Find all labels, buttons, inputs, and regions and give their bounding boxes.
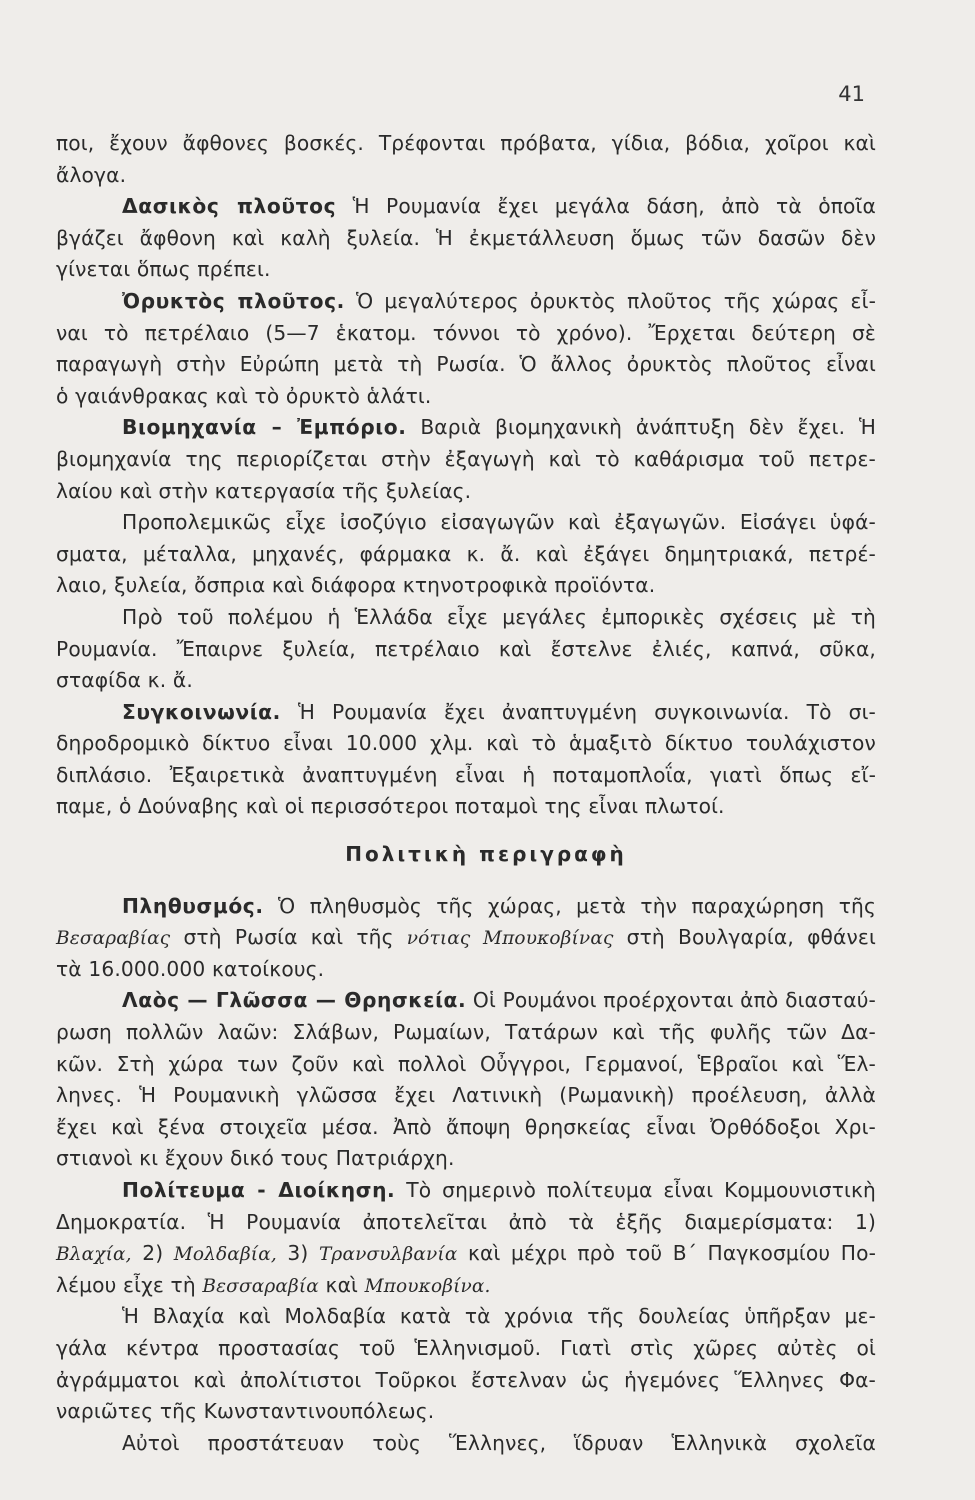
text-line: Πληθυσμός. Ὁ πληθυσμὸς τῆς χώρας, μετὰ τὴν παραχώρηση τῆς bbox=[122, 893, 876, 918]
section-heading: Δασικὸς πλοῦτος bbox=[122, 194, 337, 219]
text-line: στιανοὶ κι ἔχουν δικό τους Πατριάρχη. bbox=[56, 1146, 455, 1171]
text-line: Βλαχία, 2) Μολδαβία, 3) Τρανσυλβανία καὶ μέχρι πρὸ τοῦ Β΄ Παγκοσμίου Πο- bbox=[56, 1241, 877, 1266]
section-heading: Συγκοινωνία. bbox=[122, 699, 281, 724]
text-line: δηροδρομικὸ δίκτυο εἶναι 10.000 χλμ. καὶ τὸ ἁμαξιτὸ δίκτυο τουλάχιστον bbox=[56, 731, 876, 756]
section-heading: Πληθυσμός. bbox=[122, 893, 264, 918]
text-line: ἄλογα. bbox=[56, 162, 127, 187]
text-line: Ὀρυκτὸς πλοῦτος. Ὁ μεγαλύτερος ὀρυκτὸς πλοῦτος τῆς χώρας εἶ- bbox=[122, 288, 877, 313]
text-line: Βιομηχανία – Ἐμπόριο. Βαριὰ βιομηχανικὴ ἀνάπτυξη δὲν ἔχει. Ἡ bbox=[122, 415, 876, 440]
chapter-title: Πολιτικὴ περιγραφὴ bbox=[345, 842, 627, 867]
text-line: κῶν. Στὴ χώρα των ζοῦν καὶ πολλοὶ Οὖγγροι, Γερμανοί, Ἑβραῖοι καὶ Ἕλ- bbox=[56, 1051, 876, 1076]
text-line: Βεσαραβίας στὴ Ρωσία καὶ τῆς νότιας Μπουκοβίνας στὴ Βουλγαρία, φθάνει bbox=[56, 925, 876, 950]
text-line: διπλάσιο. Ἐξαιρετικὰ ἀναπτυγμένη εἶναι ἡ ποταμοπλοΐα, γιατὶ ὅπως εἴ- bbox=[56, 762, 876, 787]
text-line: Λαὸς — Γλῶσσα — Θρησκεία. Οἱ Ρουμάνοι προέρχονται ἀπὸ διασταύ- bbox=[122, 988, 876, 1013]
section-heading: Λαὸς — Γλῶσσα — Θρησκεία. bbox=[122, 988, 467, 1013]
text-line: σταφίδα κ. ἄ. bbox=[56, 668, 193, 693]
text-line: τὰ 16.000.000 κατοίκους. bbox=[56, 956, 325, 981]
text-line: λαιο, ξυλεία, ὄσπρια καὶ διάφορα κτηνοτροφικὰ προϊόντα. bbox=[56, 573, 656, 598]
text-line: ἔχει καὶ ξένα στοιχεῖα μέσα. Ἀπὸ ἄποψη θρησκείας εἶναι Ὀρθόδοξοι Χρι- bbox=[56, 1114, 876, 1139]
text-line: Ἡ Βλαχία καὶ Μολδαβία κατὰ τὰ χρόνια τῆς δουλείας ὑπῆρξαν με- bbox=[122, 1304, 876, 1329]
text-line: Πολίτευμα - Διοίκηση. Τὸ σημερινὸ πολίτευμα εἶναι Κομμουνιστικὴ bbox=[122, 1178, 876, 1202]
text-line: Δημοκρατία. Ἡ Ρουμανία ἀποτελεῖται ἀπὸ τὰ ἑξῆς διαμερίσματα: 1) bbox=[56, 1209, 876, 1234]
text-line: λέμου εἶχε τὴ Βεσσαραβία καὶ Μπουκοβίνα. bbox=[56, 1272, 491, 1297]
text-line: Αὐτοὶ προστάτευαν τοὺς Ἕλληνες, ἵδρυαν Ἑλληνικὰ σχολεῖα bbox=[122, 1430, 876, 1455]
text-line: Ρουμανία. Ἔπαιρνε ξυλεία, πετρέλαιο καὶ ἔστελνε ἐλιές, καπνά, σῦκα, bbox=[56, 636, 876, 661]
text-line: βιομηχανία της περιορίζεται στὴν ἐξαγωγὴ καὶ τὸ καθάρισμα τοῦ πετρε- bbox=[56, 446, 876, 471]
text-line: Δασικὸς πλοῦτος Ἡ Ρουμανία ἔχει μεγάλα δάση, ἀπὸ τὰ ὁποῖα bbox=[122, 194, 876, 219]
section-heading: Πολίτευμα - Διοίκηση. bbox=[122, 1178, 396, 1202]
text-line: βγάζει ἄφθονη καὶ καλὴ ξυλεία. Ἡ ἐκμετάλλευση ὅμως τῶν δασῶν δὲν bbox=[56, 225, 876, 250]
text-line: Πρὸ τοῦ πολέμου ἡ Ἑλλάδα εἶχε μεγάλες ἐμπορικὲς σχέσεις μὲ τὴ bbox=[122, 604, 876, 629]
text-line: γίνεται ὅπως πρέπει. bbox=[56, 257, 271, 282]
section-heading: Βιομηχανία – Ἐμπόριο. bbox=[122, 415, 407, 440]
text-line: Συγκοινωνία. Ἡ Ρουμανία ἔχει ἀναπτυγμένη συγκοινωνία. Τὸ σι- bbox=[122, 699, 876, 724]
text-line: ληνες. Ἡ Ρουμανικὴ γλῶσσα ἔχει Λατινικὴ (Ρωμανικὴ) προέλευση, ἀλλὰ bbox=[56, 1083, 876, 1108]
text-line: ρωση πολλῶν λαῶν: Σλάβων, Ρωμαίων, Τατάρων καὶ τῆς φυλῆς τῶν Δα- bbox=[56, 1020, 876, 1045]
text-line: ναι τὸ πετρέλαιο (5—7 ἑκατομ. τόννοι τὸ χρόνο). Ἔρχεται δεύτερη σὲ bbox=[56, 320, 876, 345]
text-line: παραγωγὴ στὴν Εὐρώπη μετὰ τὴ Ρωσία. Ὁ ἄλλος ὀρυκτὸς πλοῦτος εἶναι bbox=[56, 352, 876, 377]
text-line: γάλα κέντρα προστασίας τοῦ Ἑλληνισμοῦ. Γιατὶ στὶς χῶρες αὐτὲς οἱ bbox=[56, 1335, 876, 1360]
page-number: 41 bbox=[838, 82, 865, 106]
text-line: Προπολεμικῶς εἶχε ἰσοζύγιο εἰσαγωγῶν καὶ ἐξαγωγῶν. Εἰσάγει ὑφά- bbox=[122, 510, 876, 535]
text-line: λαίου καὶ στὴν κατεργασία τῆς ξυλείας. bbox=[56, 478, 472, 503]
text-line: ὁ γαιάνθρακας καὶ τὸ ὀρυκτὸ ἁλάτι. bbox=[56, 383, 432, 408]
page-body bbox=[56, 128, 876, 1459]
section-heading: Ὀρυκτὸς πλοῦτος. bbox=[122, 288, 345, 313]
text-line: ποι, ἔχουν ἄφθονες βοσκές. Τρέφονται πρόβατα, γίδια, βόδια, χοῖροι καὶ bbox=[56, 131, 876, 155]
text-line: ἀγράμματοι καὶ ἀπολίτιστοι Τοῦρκοι ἔστελναν ὡς ἡγεμόνες Ἕλληνες Φα- bbox=[56, 1367, 876, 1392]
text-line: σματα, μέταλλα, μηχανές, φάρμακα κ. ἄ. καὶ ἐξάγει δημητριακά, πετρέ- bbox=[56, 541, 876, 566]
text-line: ναριῶτες τῆς Κωνσταντινουπόλεως. bbox=[56, 1399, 435, 1424]
text-line: παμε, ὁ Δούναβης καὶ οἱ περισσότεροι ποταμοὶ της εἶναι πλωτοί. bbox=[56, 794, 725, 819]
